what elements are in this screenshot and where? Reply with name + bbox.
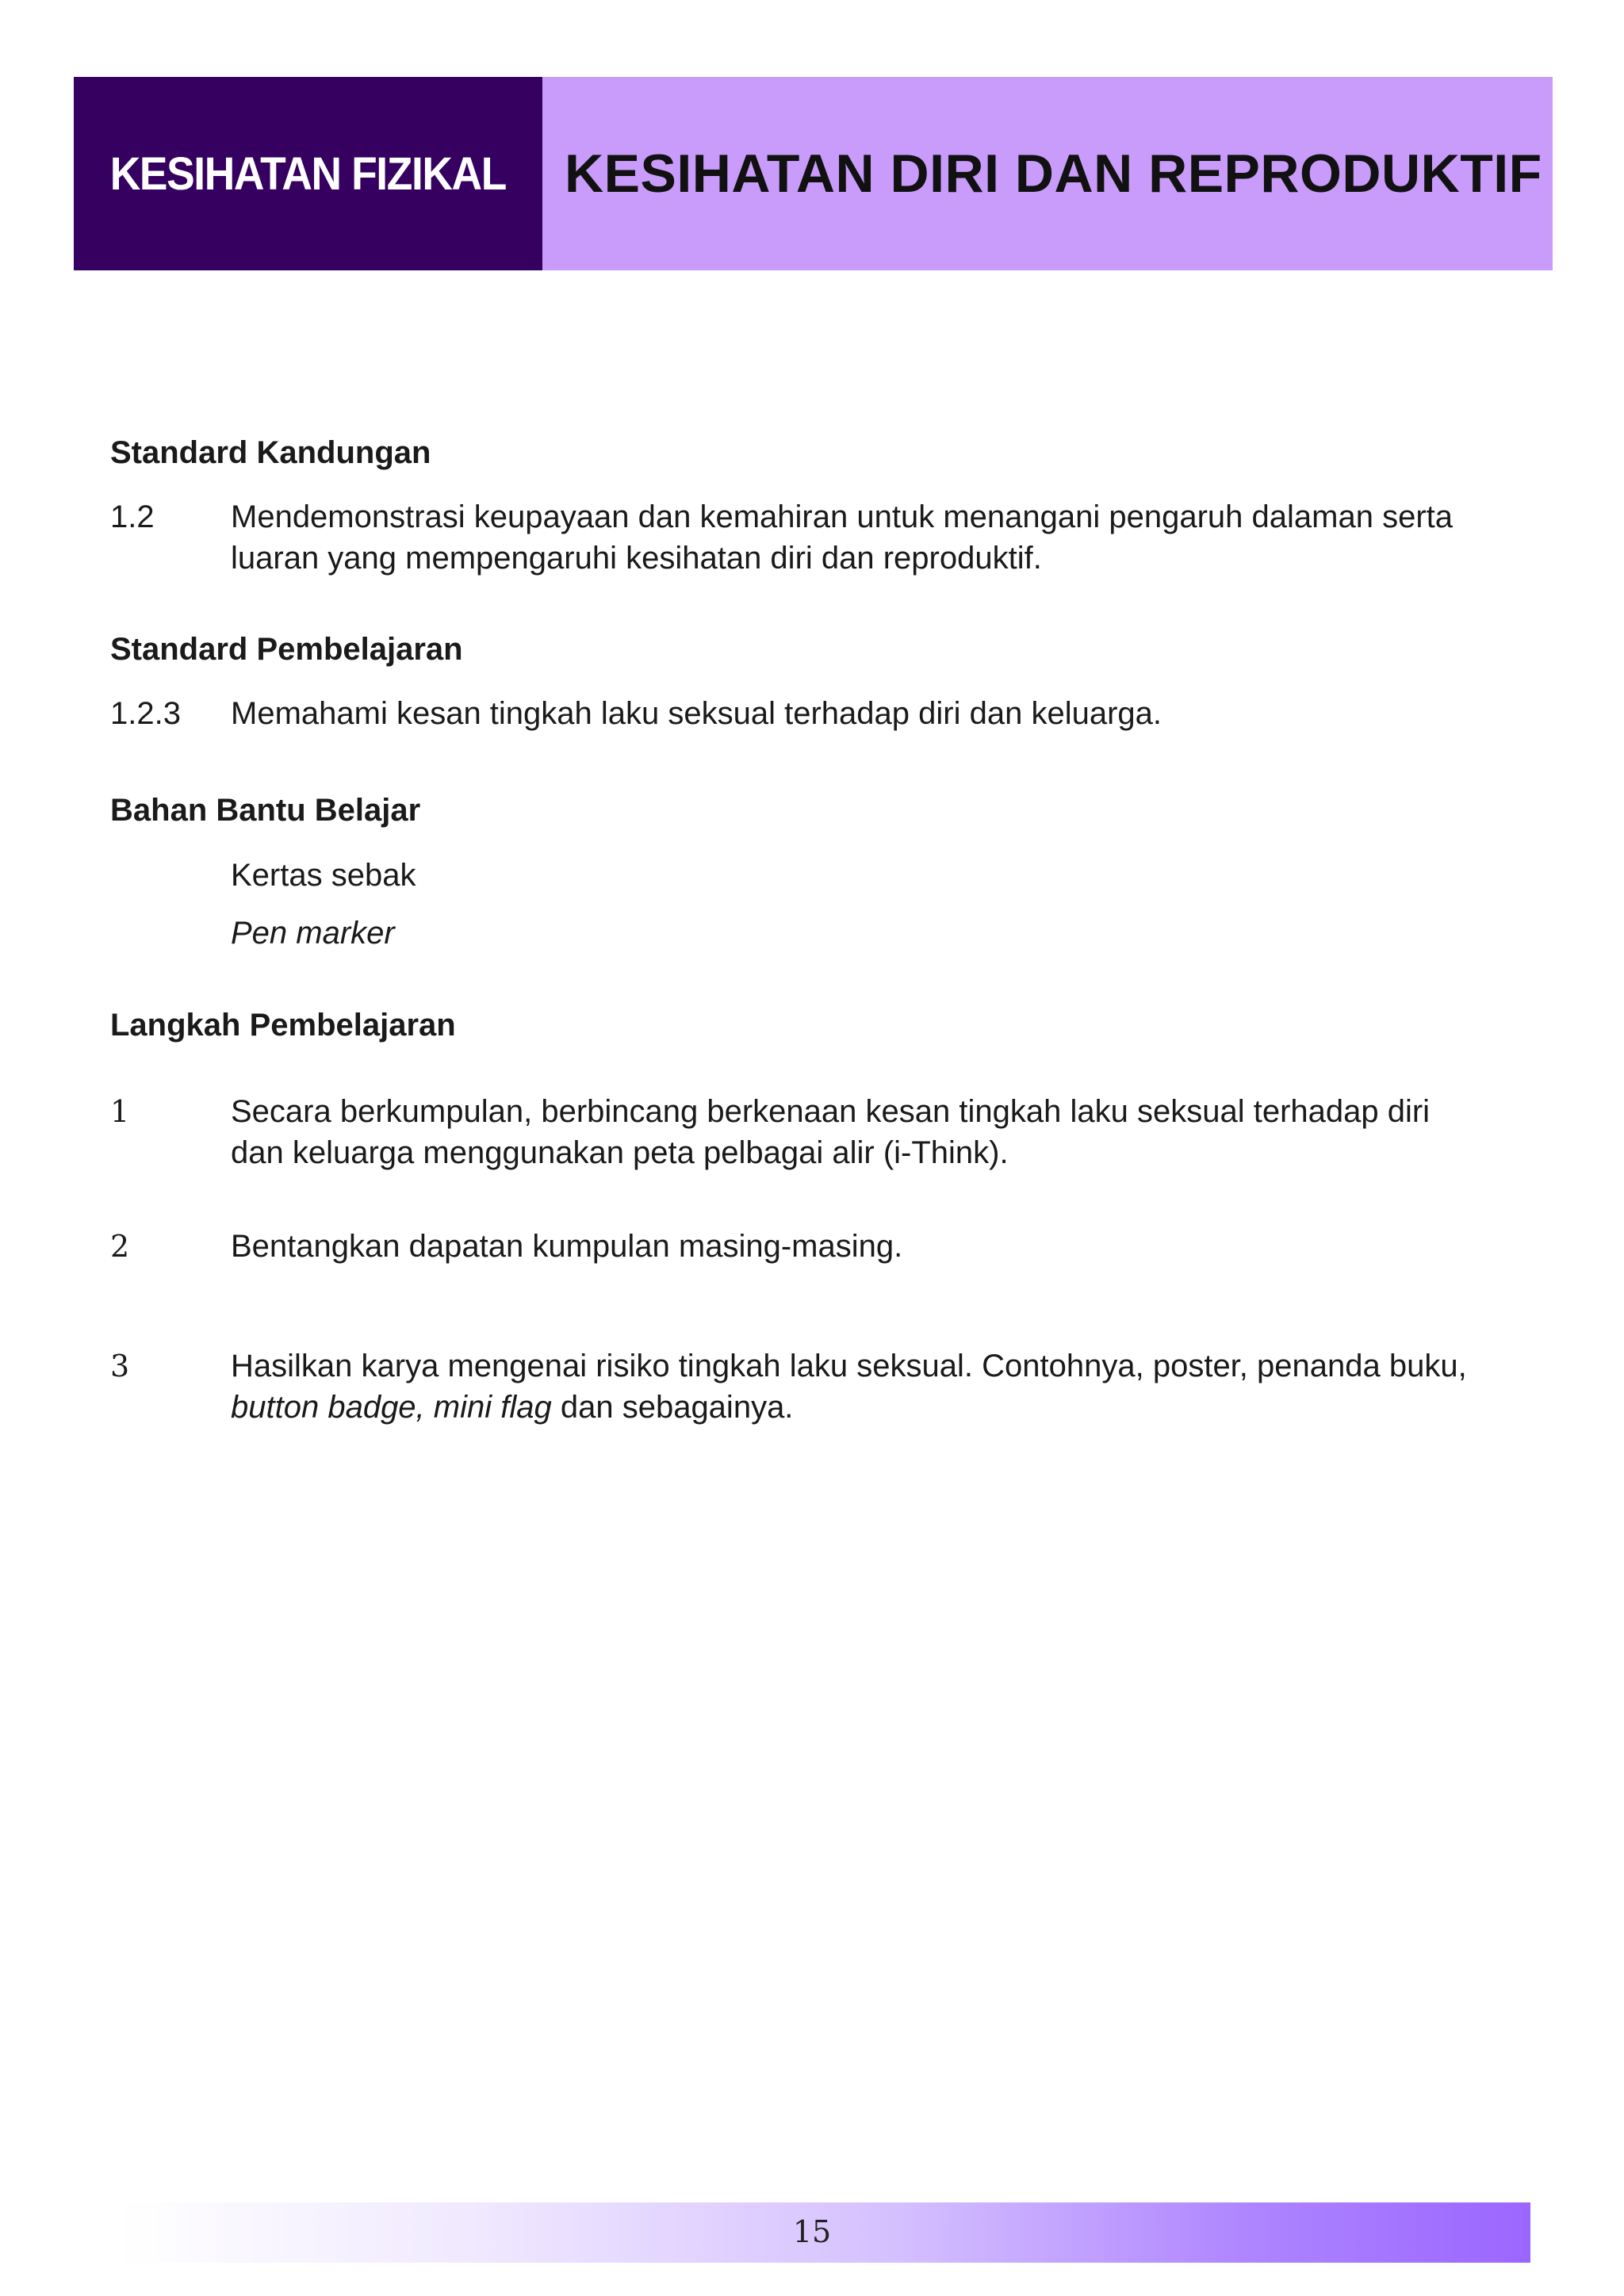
- bahan-bantu-belajar-heading: Bahan Bantu Belajar: [110, 793, 421, 828]
- material-item: [110, 855, 1530, 896]
- step-item: [110, 1091, 1530, 1173]
- step-text: [231, 1345, 1624, 1428]
- standard-pembelajaran-number: 1.2.3: [110, 696, 181, 731]
- step-text-italic-examples: button badge, mini flag: [231, 1390, 552, 1425]
- step-number: 1: [110, 1094, 130, 1129]
- standard-kandungan-item: [110, 496, 1530, 579]
- step-item: [110, 1345, 1530, 1428]
- step-item: [110, 1226, 1530, 1267]
- standard-pembelajaran-heading: Standard Pembelajaran: [110, 632, 463, 667]
- standard-kandungan-heading: Standard Kandungan: [110, 435, 431, 470]
- step-text-line-2-rest: dan sebagainya.: [551, 1390, 794, 1425]
- section-label-box: [74, 77, 542, 270]
- page-title: KESIHATAN DIRI DAN REPRODUKTIF: [565, 144, 1542, 204]
- step-number: 2: [110, 1229, 130, 1264]
- step-text: Bentangkan dapatan kumpulan masing-masing.: [231, 1229, 903, 1264]
- langkah-pembelajaran-heading: Langkah Pembelajaran: [110, 1008, 456, 1043]
- standard-kandungan-line-2: luaran yang mempengaruhi kesihatan diri dan reproduktif.: [231, 541, 1042, 576]
- step-number: 3: [110, 1349, 130, 1383]
- step-text-line-2: dan keluarga menggunakan peta pelbagai alir (i-Think).: [231, 1135, 1009, 1170]
- page-number: 15: [792, 2214, 832, 2249]
- standard-pembelajaran-item: [110, 693, 1530, 734]
- material-item-text: Pen marker: [231, 916, 395, 951]
- standard-pembelajaran-text: Memahami kesan tingkah laku seksual terhadap diri dan keluarga.: [231, 696, 1162, 731]
- step-text-line-2: [231, 1387, 1624, 1428]
- standard-kandungan-line-1: Mendemonstrasi keupayaan dan kemahiran untuk menangani pengaruh dalaman serta: [231, 499, 1453, 534]
- material-item-text: Kertas sebak: [231, 858, 416, 893]
- standard-kandungan-text: [231, 496, 1624, 579]
- material-item: [110, 913, 1530, 954]
- header-banner: [74, 77, 1553, 270]
- step-text-line-1: Hasilkan karya mengenai risiko tingkah laku seksual. Contohnya, poster, penanda buku,: [231, 1349, 1467, 1383]
- section-label: KESIHATAN FIZIKAL: [109, 147, 507, 200]
- step-text: [231, 1091, 1624, 1173]
- page-title-box: [542, 77, 1553, 270]
- standard-kandungan-number: 1.2: [110, 499, 155, 534]
- step-text-line-1: Secara berkumpulan, berbincang berkenaan kesan tingkah laku seksual terhadap diri: [231, 1094, 1431, 1129]
